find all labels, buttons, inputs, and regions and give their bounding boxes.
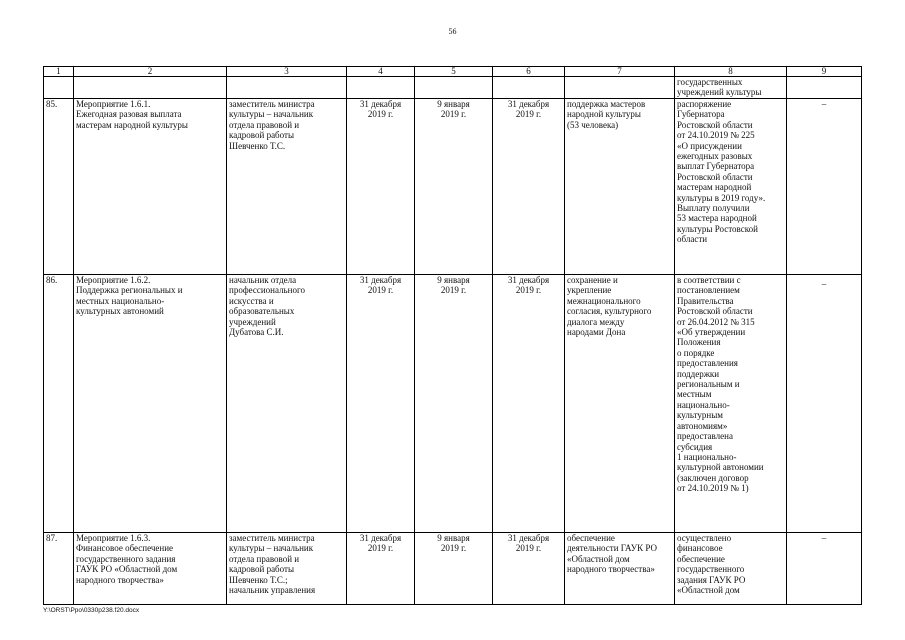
info-cell: осуществлено финансовое обеспечение государственного задания ГАУК РО «Областной дом <box>675 533 787 605</box>
note-cell: – <box>787 533 862 605</box>
info-cell: распоряжение Губернатора Ростовской области от 24.10.2019 № 225 «О присуждении ежегодных разовых выплат Губернатора Ростовской области мастерам народной культуры в 2019 году». Выплату получили 53 мастера народной культуры Ростовской области <box>675 99 787 275</box>
column-header: 7 <box>565 67 675 77</box>
actual-date-cell: 31 декабря 2019 г. <box>493 275 565 533</box>
responsible-cell: начальник отдела профессионального искусства и образовательных учреждений Дубатова С.И. <box>227 275 347 533</box>
responsible-cell: заместитель министра культуры – начальник отдела правовой и кадровой работы Шевченко Т.С.; начальник управления <box>227 533 347 605</box>
file-path-footer: Y:\ORST\Ppo\0330p238.f20.docx <box>43 607 140 614</box>
table-row <box>44 99 862 275</box>
page-number: 56 <box>448 27 457 36</box>
row-number: 87. <box>44 533 74 605</box>
row-number: 86. <box>44 275 74 533</box>
table-row <box>44 275 862 533</box>
result-cell: поддержка мастеров народной культуры (53 человека) <box>565 99 675 275</box>
column-header: 2 <box>74 67 227 77</box>
end-date-cell: 9 января 2019 г. <box>415 99 493 275</box>
column-header: 6 <box>493 67 565 77</box>
row-number: 85. <box>44 99 74 275</box>
responsible-cell: заместитель министра культуры – начальник отдела правовой и кадровой работы Шевченко Т.С. <box>227 99 347 275</box>
column-header: 5 <box>415 67 493 77</box>
table-row <box>44 533 862 605</box>
measure-cell: Мероприятие 1.6.2. Поддержка региональных и местных национально- культурных автономий <box>74 275 227 533</box>
actual-date-cell: 31 декабря 2019 г. <box>493 533 565 605</box>
start-date-cell: 31 декабря 2019 г. <box>347 99 415 275</box>
actual-date-cell: 31 декабря 2019 г. <box>493 99 565 275</box>
start-date-cell: 31 декабря 2019 г. <box>347 533 415 605</box>
result-cell: обеспечение деятельности ГАУК РО «Областной дом народного творчества» <box>565 533 675 605</box>
column-header: 1 <box>44 67 74 77</box>
result-cell: сохранение и укрепление межнационального согласия, культурного диалога между народами Дона <box>565 275 675 533</box>
column-header: 4 <box>347 67 415 77</box>
measure-cell: Мероприятие 1.6.1. Ежегодная разовая выплата мастерам народной культуры <box>74 99 227 275</box>
plan-table <box>43 66 862 605</box>
start-date-cell: 31 декабря 2019 г. <box>347 275 415 533</box>
measure-cell: Мероприятие 1.6.3. Финансовое обеспечение государственного задания ГАУК РО «Областной дом народного творчества» <box>74 533 227 605</box>
note-cell: – <box>787 99 862 275</box>
note-cell: – <box>787 275 862 533</box>
info-cell: в соответствии с постановлением Правительства Ростовской области от 26.04.2012 № 315 «Об утверждении Положения о порядке предоставления поддержки региональным и местным национально- культурным автономиям» предоставлена субсидия 1 национально- культурной автономии (заключен договор от 24.10.2019 № 1) <box>675 275 787 533</box>
end-date-cell: 9 января 2019 г. <box>415 275 493 533</box>
continuation-row <box>44 77 862 99</box>
column-header-row <box>44 67 862 77</box>
column-header: 9 <box>787 67 862 77</box>
column-header: 8 <box>675 67 787 77</box>
continuation-cell: государственных учреждений культуры <box>675 77 787 99</box>
end-date-cell: 9 января 2019 г. <box>415 533 493 605</box>
column-header: 3 <box>227 67 347 77</box>
